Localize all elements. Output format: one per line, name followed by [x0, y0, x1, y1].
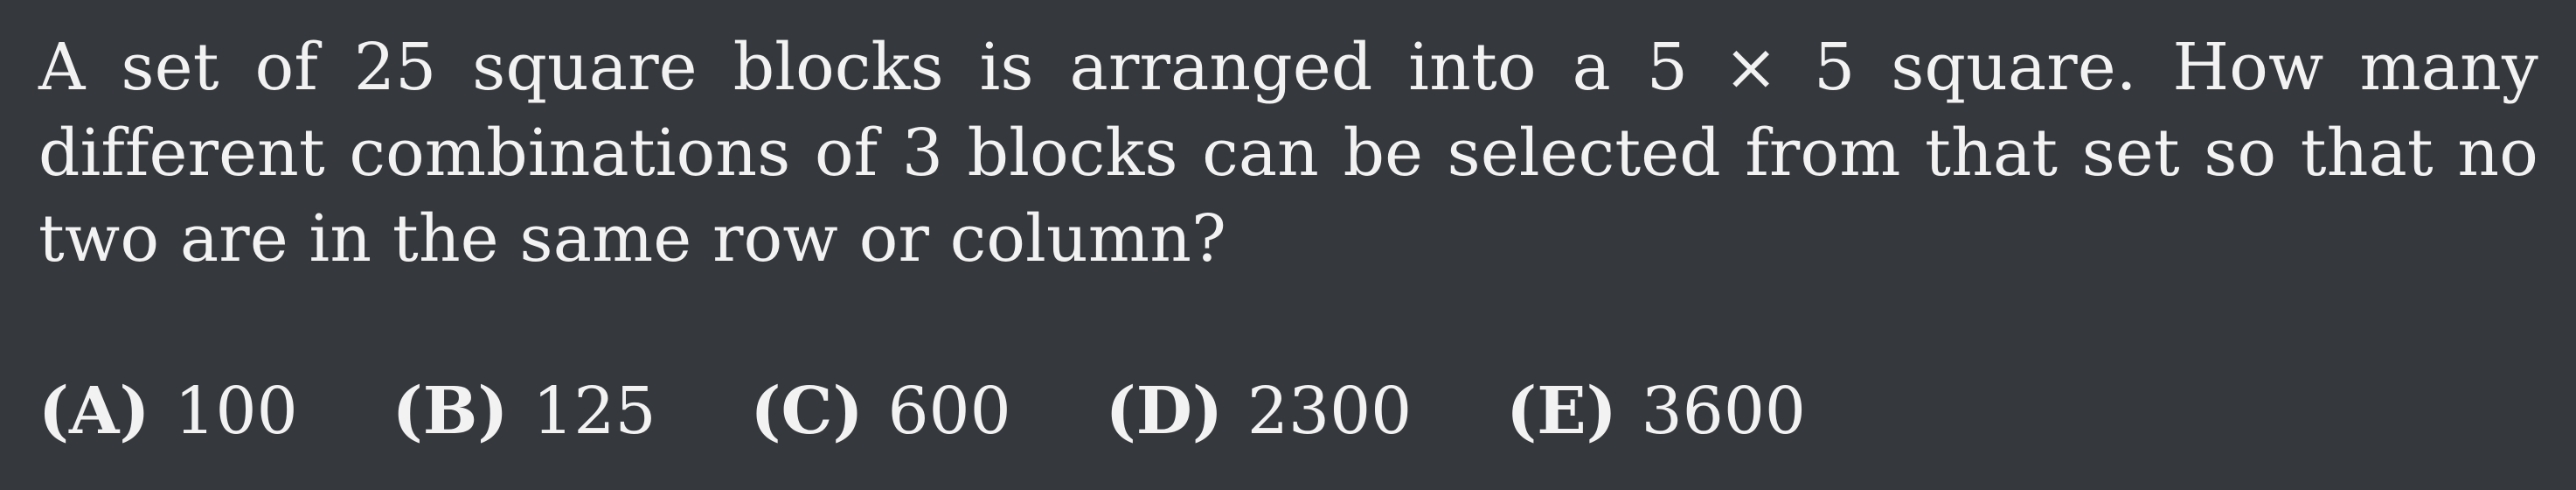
choice-e[interactable]: [1506, 372, 1806, 451]
choice-c[interactable]: [751, 372, 1011, 451]
choice-d[interactable]: [1106, 372, 1413, 451]
choice-b-label: (B): [392, 374, 509, 449]
choice-c-label: (C): [750, 374, 864, 449]
question-text: A set of 25 square blocks is arranged into a 5 × 5 square. How many different combinations of 3 blocks can be selected from that set so that no two are in the same row or column?: [38, 30, 2538, 276]
choice-e-label: (E): [1506, 374, 1617, 449]
choice-e-value: 3600: [1641, 374, 1806, 449]
choice-a[interactable]: [38, 372, 298, 451]
choice-d-value: 2300: [1246, 374, 1413, 449]
choice-c-value: 600: [887, 374, 1011, 449]
choice-a-value: 100: [174, 374, 298, 449]
choice-d-label: (D): [1105, 374, 1223, 449]
choice-b-value: 125: [532, 374, 656, 449]
choice-b[interactable]: [392, 372, 656, 451]
answer-choices: [38, 372, 1806, 451]
choice-a-label: (A): [38, 374, 150, 449]
